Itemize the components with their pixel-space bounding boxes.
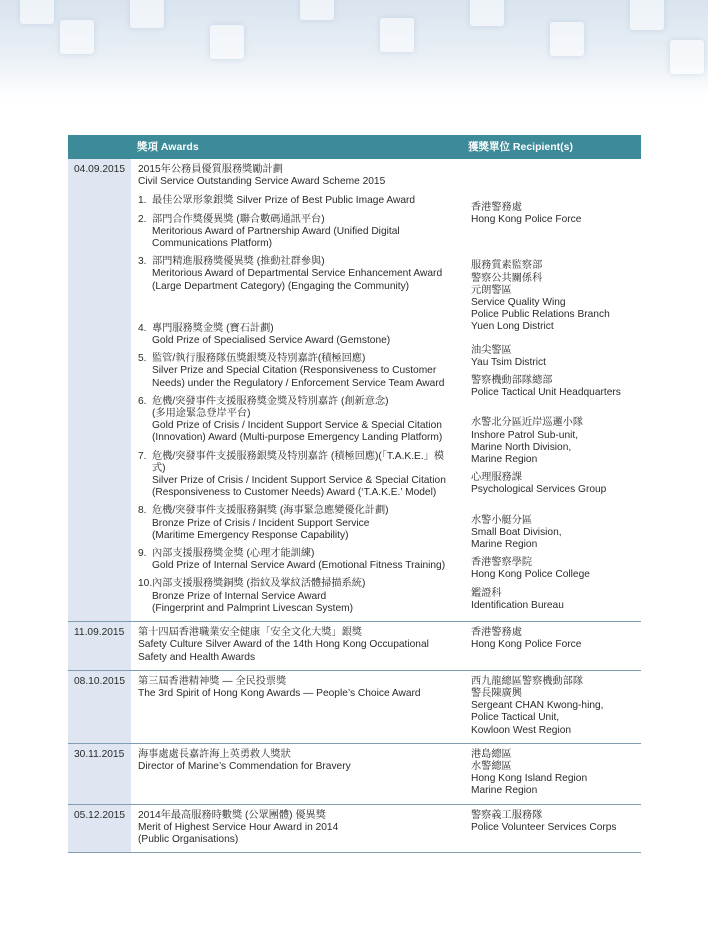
award-item: [138, 214, 456, 251]
banner-tile: [470, 0, 504, 26]
award-cell: [131, 804, 462, 853]
award-item-number: 3.: [138, 256, 147, 268]
award-item-number: 10.: [138, 578, 153, 590]
award-title-zh: 第三屆香港精神獎 — 全民投票獎: [138, 675, 287, 687]
table-row: [68, 743, 641, 804]
table-row: [68, 622, 641, 671]
award-item-text: (Fingerprint and Palmprint Livescan System): [152, 602, 353, 614]
recipient: 西九龍總區警察機動部隊 警長陳廣興 Sergeant CHAN Kwong-hing, Police Tactical Unit, Kowloon West Region: [471, 675, 604, 736]
banner-tile: [20, 0, 54, 24]
award-item: [138, 323, 456, 347]
award-item: [138, 578, 456, 615]
award-item-number: 6.: [138, 395, 147, 407]
recipient-cell: [462, 670, 641, 743]
award-item-text: 專門服務獎金獎 (寶石計劃): [152, 322, 274, 334]
banner-tile: [550, 22, 584, 56]
award-item: [138, 195, 456, 207]
award-item: [138, 353, 456, 390]
recipients-column-header: 獲獎單位 Recipient(s): [462, 135, 641, 159]
banner-tile: [60, 20, 94, 54]
award-item: [138, 548, 456, 572]
award-title-zh: 2015年公務員優質服務獎勵計劃: [138, 164, 283, 175]
recipient: 水警小艇分區 Small Boat Division, Marine Region: [471, 514, 562, 551]
award-item-number: 9.: [138, 548, 147, 560]
recipient: 服務質素監察部 警察公共關係科 元朗警區 Service Quality Wing Police Public Relations Branch Yuen Long District: [471, 260, 610, 333]
award-item-text: Gold Prize of Internal Service Award (Emotional Fitness Training): [152, 560, 446, 572]
recipient: 港島總區 水警總區 Hong Kong Island Region Marine Region: [471, 748, 588, 797]
award-item-text: 部門精進服務獎優異獎 (推動社群參與): [152, 256, 325, 268]
recipient: 香港警務處 Hong Kong Police Force: [471, 202, 582, 226]
header-banner: [0, 0, 708, 100]
table-row: [68, 670, 641, 743]
award-title-zh: 2014年最高服務時數獎 (公眾團體) 優異獎: [138, 809, 326, 821]
award-item-number: 4.: [138, 322, 147, 334]
award-date: 05.12.2015: [68, 804, 131, 853]
award-item-number: 2.: [138, 213, 147, 225]
award-item: [138, 396, 456, 445]
banner-tile: [130, 0, 164, 28]
table-row: [68, 804, 641, 853]
recipient: 香港警察學院 Hong Kong Police College: [471, 557, 590, 581]
award-item-number: 7.: [138, 450, 147, 462]
table-row: [68, 159, 641, 622]
award-title-en: Civil Service Outstanding Service Award Scheme 2015: [138, 176, 386, 188]
award-item: [138, 256, 456, 293]
award-item-text: 危機/突發事件支援服務銅獎 (海事緊急應變優化計劃): [152, 505, 389, 517]
award-cell: [131, 622, 462, 671]
recipient: 警察機動部隊總部 Police Tactical Unit Headquarters: [471, 375, 621, 399]
award-title-en: Safety Culture Silver Award of the 14th Hong Kong Occupational Safety and Health Awards: [138, 639, 429, 663]
award-cell: [131, 670, 462, 743]
award-title-zh: 第十四屆香港職業安全健康「安全文化大獎」銀獎: [138, 627, 363, 639]
award-title: [138, 164, 456, 188]
award-item-text: Meritorious Award of Departmental Service Enhancement Award (Large Department Category) (Engaging the Community): [152, 268, 443, 292]
recipient-cell: [462, 159, 641, 622]
award-item-text: 部門合作獎優異獎 (聯合數碼通訊平台): [152, 213, 325, 225]
award-item-text: Silver Prize of Crisis / Incident Support Service & Special Citation (Responsiveness to Customer Needs) Award (‘T.A.K.E.’ Model): [152, 475, 446, 499]
table-header-row: [68, 135, 641, 159]
award-cell: [131, 159, 462, 622]
award-date: 04.09.2015: [68, 159, 131, 622]
award-item-text: Meritorious Award of Partnership Award (Unified Digital Communications Platform): [152, 225, 400, 250]
banner-tile: [380, 18, 414, 52]
recipient: 油尖警區 Yau Tsim District: [471, 344, 546, 368]
award-title-en: The 3rd Spirit of Hong Kong Awards — People’s Choice Award: [138, 687, 421, 699]
award-title-en: Director of Marine’s Commendation for Bravery: [138, 760, 351, 772]
award-date: 11.09.2015: [68, 622, 131, 671]
banner-tile: [670, 40, 704, 74]
recipient: 警察義工服務隊 Police Volunteer Services Corps: [471, 809, 617, 833]
award-item-text: 危機/突發事件支援服務銀獎及特別嘉許 (積極回應)(「T.A.K.E.」模式): [152, 450, 445, 474]
recipient: 香港警務處 Hong Kong Police Force: [471, 627, 582, 651]
award-title-zh: 海事處處長嘉許海上英勇救人獎狀: [138, 748, 291, 760]
award-item-text: Silver Prize and Special Citation (Responsiveness to Customer Needs) under the Regulatory / Enforcement Service Team Award: [152, 365, 445, 389]
award-item: [138, 451, 456, 500]
recipient-cell: [462, 622, 641, 671]
award-item-text: Bronze Prize of Internal Service Award: [152, 590, 327, 602]
award-item-text: 最佳公眾形象銀獎 Silver Prize of Best Public Image Award: [152, 195, 416, 207]
banner-tile: [210, 25, 244, 59]
recipient: 水警北分區近岸巡邏小隊 Inshore Patrol Sub-unit, Marine North Division, Marine Region: [471, 417, 584, 466]
award-cell: [131, 743, 462, 804]
banner-tile: [300, 0, 334, 20]
banner-tile: [630, 0, 664, 30]
award-item-text: 監管/執行服務隊伍獎銀獎及特別嘉許(積極回應): [152, 353, 366, 365]
award-item: [138, 505, 456, 542]
award-item-text: 內部支援服務獎銅獎 (指紋及掌紋活體掃描系統): [152, 578, 366, 590]
award-date: 08.10.2015: [68, 670, 131, 743]
award-item-text: 內部支援服務獎金獎 (心理才能訓練): [152, 548, 315, 560]
award-item-text: Gold Prize of Crisis / Incident Support Service & Special Citation (Innovation) Award (Multi-purpose Emergency Landing Platform): [152, 420, 443, 444]
recipient: 鑑證科 Identification Bureau: [471, 587, 564, 611]
award-item-number: 8.: [138, 505, 147, 517]
award-item-text: (Maritime Emergency Response Capability): [152, 529, 349, 541]
awards-table: [68, 135, 641, 853]
award-item-text: (多用途緊急登岸平台): [152, 408, 251, 420]
date-column-header: [68, 135, 131, 159]
award-item-text: 危機/突發事件支援服務獎金獎及特別嘉許 (創新意念): [152, 395, 389, 407]
award-date: 30.11.2015: [68, 743, 131, 804]
awards-column-header: 獎項 Awards: [131, 135, 462, 159]
award-item-text: Bronze Prize of Crisis / Incident Support Service: [152, 517, 370, 529]
award-item-number: 5.: [138, 353, 147, 365]
award-item-number: 1.: [138, 195, 147, 207]
award-title-en: Merit of Highest Service Hour Award in 2014 (Public Organisations): [138, 821, 339, 845]
recipient-cell: [462, 743, 641, 804]
recipient: 心理服務課 Psychological Services Group: [471, 472, 607, 496]
award-item-text: Gold Prize of Specialised Service Award (Gemstone): [152, 335, 391, 347]
recipient-cell: [462, 804, 641, 853]
